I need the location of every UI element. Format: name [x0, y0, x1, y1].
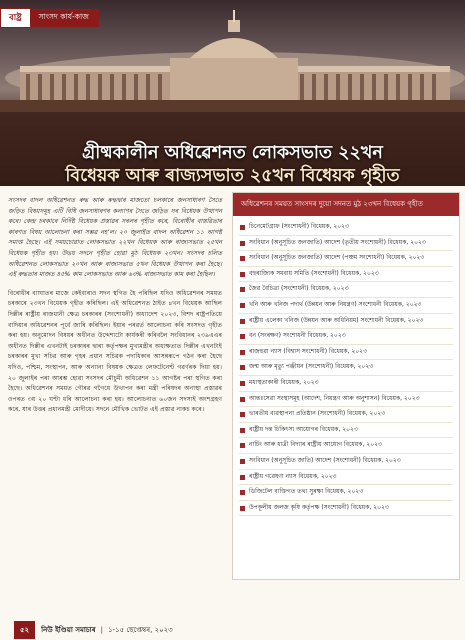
list-item: আন্তঃসেৱা সংস্থাসমূহ (আদেশ, নিয়ন্ত্ৰণ আৰু অনুশাসন) বিধেয়ক, ২০২৩ [239, 394, 453, 408]
article-paragraph-1: সংসদৰ বাদল অধিৱেশনত ৰুদ্ধ আৰু ৰুদ্ধদ্বাৰ মাজতো চলকাৰে জনসাধাৰণ সৈতে জড়িত বিষয়সমূহ এটি বিধি জনসাধাৰণৰ কল্যাণৰ সৈতে জড়িত সৰ বিধেয়ক উত্থাপন কৰে। কেন্দ্ৰ চৰকাৰে নিৰ্দিষ্ট বিধেয়ক প্ৰস্তাৱৰ সৰলৰ গৃহীত কৰে, বিৰোধীৰ বাস্তৱিতাৰ কাৰণত বিষয় আলোচনা কৰা সম্ভৱ নহ’ল। ২০ জুলাইত বাদল অধিৱেশন ১১ আগষ্ট সমাপ্ত হৈছে। এই সময়চোৱাত লোকসভাত ২২খন বিধেয়ক আৰু ৰাজ্যসভাত ২৫খন বিধেয়ক গৃহীত হয়। উভয় সদনে গৃহীত হোৱা মুঠ বিধেয়ক ২৩খন। সংসদৰ চলিত অধিৱেশনত লোকসভাত ২০খন আৰু ৰাজ্যসভাত ৫খন বিধেয়ক উত্থাপন কৰা হৈছে। এই ৰুদ্ধতাৰ মাজত ৪৫% কাম লোকসভাত আৰু ৬৩% ৰাজ্যসভাত কাম কৰা হৈছিল। [8, 197, 222, 279]
list-item: ভাৰতীয় ব্যৱস্থাপনা প্ৰতিষ্ঠান (সংশোধনী) বিধেয়ক, ২০২৩ [239, 409, 453, 423]
list-item: বন (সংৰক্ষণ) সংশোধনী বিধেয়ক, ২০২৩ [239, 331, 453, 345]
headline [0, 142, 465, 186]
list-item: ৰাজহুৱা ন্যাস (বিশ্বাস সংশোধনী) বিধেয়ক, ২০২৩ [239, 347, 453, 361]
list-item: সংবিধান (অনুসূচিত জনজাতি) আদেশ (পঞ্চম সংশোধনী) বিধেয়ক, ২০২৩ [239, 253, 453, 267]
bills-list [233, 216, 459, 516]
list-item: নাৰ্চিং আৰু ধাত্ৰী বিদ্যাৰ ৰাষ্ট্ৰীয় আয়োগ বিধেয়ক, ২০২৩ [239, 440, 453, 454]
list-item: চিনেমেটগ্ৰাফ (সংশোধনী) বিধেয়ক, ২০২৩ [239, 222, 453, 236]
bills-sidebar [232, 192, 460, 580]
hero-image [0, 0, 465, 186]
section-label: সাংসদ কার্য-কাজ [31, 9, 99, 27]
list-item: বহুৰাজ্যিক সমবায় সমিতি (সংশোধনী) বিধেয়ক, ২০২৩ [239, 269, 453, 283]
sidebar-heading: অধিৱেশনৰ সময়ত সাংসদৰ দুয়ো সদনত মুঠ ২৩খন বিধেয়ক গৃহীত [233, 193, 459, 216]
list-item: মধ্যস্থতাকাৰী বিধেয়ক, ২০২৩ [239, 378, 453, 392]
list-item: জন্ম আৰু মৃত্যু পঞ্জীয়ন (সংশোধনী) বিধেয়ক, ২০২৩ [239, 362, 453, 376]
list-item: ডিজিটেল ব্যক্তিগত তথ্য সুৰক্ষা বিধেয়ক, ২০২৩ [239, 487, 453, 501]
list-item: উপকূলীয় জলজ কৃষি কৰ্তৃপক্ষ (সংশোধনী) বিধেয়ক, ২০২৩ [239, 503, 453, 517]
article-body [8, 196, 222, 424]
list-item: সংবিধান (অনুসূচিত জাতি) আদেশ (সংশোধনী) বিধেয়ক, ২০২৩ [239, 456, 453, 470]
headline-line-2: বিধেয়ক আৰু ৰাজ্যসভাত ২৫খন বিধেয়ক গৃহীত [65, 166, 400, 186]
section-tag-box: বাষ্ট্র [0, 8, 31, 28]
issue-date: ১-১৫ ছেপ্তেম্বৰ, ২০২৩ [107, 626, 173, 634]
list-item: ৰাষ্ট্ৰীয় দন্ত চিকিৎসা আয়োগৰ বিধেয়ক, ২০২৩ [239, 425, 453, 439]
magazine-name: নিউ ইণ্ডিয়া সমাচাৰ [41, 626, 96, 634]
list-item: ৰাষ্ট্ৰীয় গৱেষণা ন্যাস বিধেয়ক, ২০২৩ [239, 472, 453, 486]
page-footer [0, 620, 465, 640]
article-paragraph-2: বিৰোধীৰ ব্যাঘাতৰ মাজে কেইবাৰাও সদন স্থগিত হৈ পৰিছিল যদিও অধিৱেশনৰ সময়ত চৰকাৰে ২৩খন বিধেয়ক গৃহীত কৰিছিল। এই অধিৱেশনত ঠাইত ৪খন বিধেয়ক আছিল দিল্লীৰ ৰাষ্ট্ৰীয় ৰাজধানী ক্ষেত্ৰ চৰকাৰৰ (সংশোধনী) অধ্যাদেশ ২০২৩, বিশদ ৰাষ্ট্ৰপতিয়ে বাদিয়াৰ অধিৱেশনৰ পূৰ্বে জাৰি কৰিছিল। ইয়াৰ পৰৱৰ্ত আলোচনা কৰি সংসদত গৃহীত কৰা হয়। অনুমোদন বিষয়ৰ অধীনত উদ্দেশ্যটো কাৰ্যকৰী কৰিবলৈ সংবিধানৰ ২৩৯এএৰ অধীনত দিল্লীৰ এখনটাই চৰকাৰৰ দ্বাৰা কৰ্তৃপক্ষৰ মুখ্যমন্ত্ৰীৰ অধ্যক্ষতাত দিল্লীৰ এখনটাই চৰকাৰৰ মুখ্য সচিৱ আৰু গৃহৰ প্ৰধান সচিৱক পদাধিকাৰ আসন্নৰূপে গঠন কৰা হৈছে যদিও, পশ্চিম, সংস্থাপন, আৰু অন্যান্য বিষয়ক ক্ষেত্ৰত লেফটেনেণ্ট গৱৰ্ণৰক দিয়া হয়। ২০ জুলাইৰ পৰা আৰম্ভ হোৱা সংসদৰ মৌচুমী অধিৱেশন ১১ আগষ্টৰ পৰা স্থগিত কৰা হৈছে। অধিৱেশনৰ সময়ত গৌৰৱ গগৈয়ে উত্থাপন কৰা মন্ত্ৰী পৰিষদৰ অনাস্থা প্ৰস্তাৱৰ ওপৰত ৩য় ২০ ঘণ্টা ধৰি আলোচনা কৰা হয়। আলোচনাত ৬০জন সদস্যই অংশগ্ৰহণ কৰে, যাৰ উত্তৰ প্ৰধানমন্ত্ৰী মোদীয়ে। সদনে মৌখিক ভোটত এই প্ৰস্তাৱ নাকচ কৰে। [8, 289, 222, 414]
list-item: জৈৱ বৈচিত্ৰ্য (সংশোধনী) বিধেয়ক, ২০২৩ [239, 284, 453, 298]
list-item: সংবিধান (অনুসূচিত জনজাতি) আদেশ (তৃতীয় সংশোধনী) বিধেয়ক, ২০২৩ [239, 238, 453, 252]
footer-separator: | [100, 626, 103, 634]
list-item: খনি আৰু খনিজ পদাৰ্থ (উন্নয়ন আৰু নিয়ন্ত্ৰণ) সংশোধনী বিধেয়ক, ২০২৩ [239, 300, 453, 314]
headline-line-1: গ্রীষ্মকালীন অধিৱেশনত লোকসভাত ২২খন [82, 143, 383, 163]
section-tag [0, 10, 99, 26]
list-item: ৰাষ্ট্ৰীয় এলেকা খনিজ (উন্নয়ন আৰু অধিনিয়ম) সংশোধনী বিধেয়ক, ২০২৩ [239, 316, 453, 330]
page-number: ৫২ [14, 621, 35, 639]
